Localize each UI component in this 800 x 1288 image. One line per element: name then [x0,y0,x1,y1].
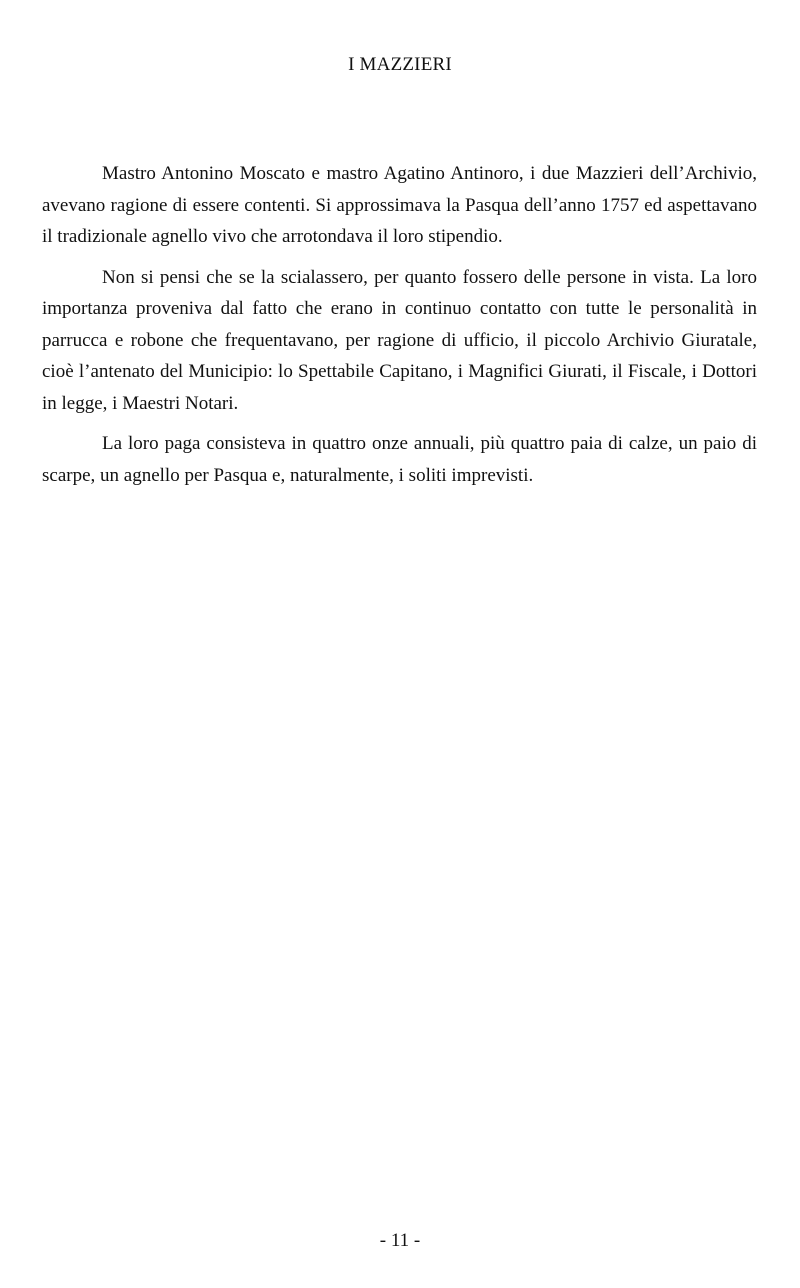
page-number: - 11 - [379,1230,421,1251]
paragraph-3: La loro paga consisteva in quattro onze annuali, più quattro paia di calze, un paio di scarpe, un agnello per Pasqua e, naturalmente, i soliti imprevisti. [42,433,757,486]
chapter-title: I MAZZIERI [348,54,452,75]
paragraph-2: Non si pensi che se la scialassero, per quanto fossero delle persone in vista. La loro importanza proveniva dal fatto che erano in continuo contatto con tutte le personalità in parrucca e robone che frequentavano, per ragione di ufficio, il piccolo Archivio Giuratale, cioè l’antenato del Municipio: lo Spettabile Capitano, i Magnifici Giurati, il Fiscale, i Dottori in legge, i Maestri Notari. [42,266,757,414]
body-text [42,158,757,500]
paragraph-1: Mastro Antonino Moscato e mastro Agatino Antinoro, i due Mazzieri dell’Archivio, avevano ragione di essere contenti. Si approssimava la Pasqua dell’anno 1757 ed aspettavano il tradizionale agnello vivo che arrotondava il loro stipendio. [42,163,757,247]
